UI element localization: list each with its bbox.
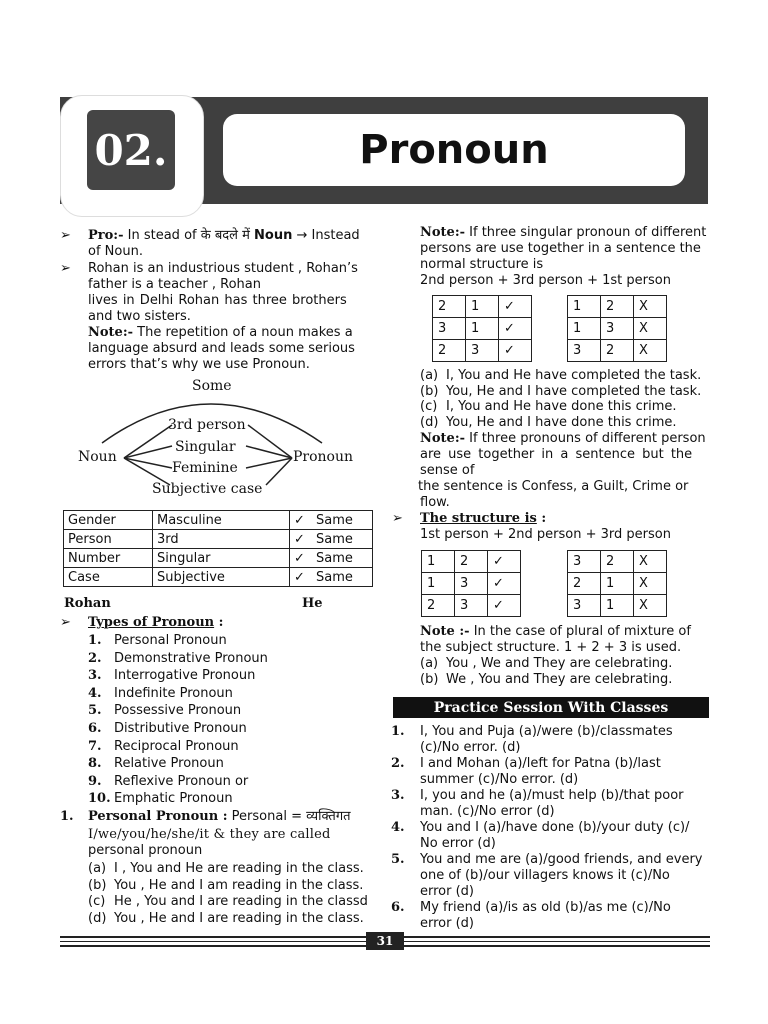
question-number: 4. (391, 820, 405, 835)
note2-line: flow. (420, 495, 450, 510)
grid-cell: 1 (568, 296, 601, 318)
example-label: (a) (88, 861, 107, 876)
question-text: man. (c)/No error (d) (420, 804, 555, 819)
example-label: (b) (88, 877, 107, 893)
grid-row (568, 573, 667, 595)
grid-cell: 1 (466, 296, 499, 318)
connector-line (124, 446, 172, 458)
grid-cell: 1 (601, 573, 634, 595)
note1-line: persons are use together in a sentence the (420, 241, 701, 256)
grid-cell: 2 (601, 296, 634, 318)
grid-1b (567, 295, 667, 362)
list-item-number: 6. (88, 721, 102, 736)
table-cell: 3rd (153, 530, 290, 549)
example-label: (c) (420, 399, 438, 415)
pp-line: I/we/you/he/she/it & they are called (88, 827, 331, 842)
list-item-number: 5. (88, 703, 102, 719)
grid-cell: 3 (433, 318, 466, 340)
diagram-some: Some (192, 378, 232, 394)
example-text: He , You and I are reading in the classd (114, 894, 368, 909)
rohan-label: Rohan (64, 596, 111, 611)
example-label: (c) (88, 894, 106, 909)
bullet-arrow-icon: ➢ (60, 615, 71, 630)
question-text: I, You and Puja (a)/were (b)/classmates (420, 724, 673, 739)
grid-row (568, 551, 667, 573)
list-item-number: 2. (88, 650, 102, 666)
question-number: 5. (391, 852, 405, 867)
note2-line: Note:- If three pronouns of different person (420, 431, 706, 446)
grid-cell: 2 (601, 340, 634, 362)
example-text: You , We and They are celebrating. (446, 656, 673, 671)
grid-cell: 1 (601, 595, 634, 617)
cross-icon: X (634, 340, 667, 362)
page-title: Pronoun (223, 114, 685, 186)
check-icon: ✓ (499, 296, 532, 318)
para1-line: father is a teacher , Rohan (88, 277, 262, 292)
grid-row (568, 318, 667, 340)
example-text: You, He and I have done this crime. (446, 415, 677, 431)
note2-line: sense of (420, 463, 475, 478)
note-line: errors that’s why we use Pronoun. (88, 357, 310, 372)
grid-row (422, 551, 521, 573)
example-text: I, You and He have completed the task. (446, 368, 702, 383)
check-icon: ✓ (499, 340, 532, 362)
question-text: My friend (a)/is as old (b)/as me (c)/No (420, 900, 671, 915)
grid-cell: 3 (568, 340, 601, 362)
check-icon: ✓ (290, 549, 313, 568)
grid-row (568, 296, 667, 318)
diagram-singular: Singular (175, 439, 236, 455)
connector-line (246, 458, 292, 468)
structure2-line: 1st person + 2nd person + 3rd person (420, 527, 671, 542)
connector-line (248, 425, 292, 458)
table-cell: Same (312, 530, 373, 549)
grid-row (422, 595, 521, 617)
list-item: Personal Pronoun (114, 633, 227, 648)
question-text: (c)/No error. (d) (420, 740, 521, 755)
diagram-noun: Noun (78, 449, 117, 465)
example-label: (b) (420, 672, 439, 687)
example-label: (a) (420, 656, 439, 671)
grid-cell: 2 (433, 340, 466, 362)
question-text: one of (b)/our villagers knows it (c)/No (420, 868, 670, 883)
table-cell: Singular (153, 549, 290, 568)
table-row (64, 511, 373, 530)
chapter-number: 02. (87, 110, 175, 190)
question-text: summer (c)/No error. (d) (420, 772, 579, 787)
grid-cell: 1 (466, 318, 499, 340)
question-text: error (d) (420, 916, 474, 931)
grid-row (568, 595, 667, 617)
check-icon: ✓ (488, 551, 521, 573)
list-item: Relative Pronoun (114, 756, 224, 772)
question-number: 6. (391, 900, 405, 915)
of-noun-text: of Noun. (88, 244, 143, 259)
table-cell: Gender (64, 511, 153, 530)
grid-cell: 2 (601, 551, 634, 573)
grid-cell: 3 (568, 551, 601, 573)
grid-cell: 3 (601, 318, 634, 340)
bullet-arrow-icon: ➢ (392, 511, 403, 526)
pro-line: Pro:- In stead of के बदले में Noun → Instead (88, 228, 360, 243)
diagram-pronoun: Pronoun (293, 449, 354, 465)
cross-icon: X (634, 318, 667, 340)
bullet-arrow-icon: ➢ (60, 261, 71, 276)
list-item: Distributive Pronoun (114, 721, 247, 736)
grid-cell: 2 (455, 551, 488, 573)
pp-line: personal pronoun (88, 843, 203, 858)
structure-line: 2nd person + 3rd person + 1st person (420, 273, 671, 288)
question-text: You and me are (a)/good friends, and every (420, 852, 703, 867)
example-text: You , He and I are reading in the class. (114, 910, 364, 926)
grid-cell: 1 (422, 573, 455, 595)
grid-2a (421, 550, 521, 617)
diagram-feminine: Feminine (172, 460, 238, 476)
example-text: We , You and They are celebrating. (446, 672, 673, 687)
table-cell: Same (312, 568, 373, 587)
structure-heading: The structure is : (420, 511, 547, 526)
table-cell: Same (312, 511, 373, 530)
question-number: 3. (391, 788, 405, 803)
grid-1a (432, 295, 532, 362)
connector-line (124, 425, 172, 458)
table-cell: Subjective (153, 568, 290, 587)
list-item: Interrogative Pronoun (114, 668, 256, 684)
grid-row (433, 340, 532, 362)
list-item: Demonstrative Pronoun (114, 650, 268, 666)
table-cell: Masculine (153, 511, 290, 530)
note3-line: Note :- In the case of plural of mixture of (420, 624, 691, 639)
example-label: (d) (88, 910, 107, 926)
check-icon: ✓ (499, 318, 532, 340)
list-item: Reflexive Pronoun or (114, 773, 249, 789)
types-heading: Types of Pronoun : (88, 615, 224, 630)
question-number: 2. (391, 756, 405, 771)
agreement-table (63, 510, 373, 587)
list-item: Possessive Pronoun (114, 703, 242, 719)
grid-row (568, 340, 667, 362)
grid-cell: 1 (568, 318, 601, 340)
cross-icon: X (634, 573, 667, 595)
list-item-number: 9. (88, 773, 102, 789)
note1-line: Note:- If three singular pronoun of different (420, 225, 707, 240)
bullet-arrow-icon: ➢ (60, 228, 71, 243)
grid-row (422, 573, 521, 595)
list-item: Emphatic Pronoun (114, 791, 233, 807)
check-icon: ✓ (290, 530, 313, 549)
question-text: I and Mohan (a)/left for Patna (b)/last (420, 756, 661, 771)
list-item-number: 10. (88, 791, 111, 807)
grid-row (433, 296, 532, 318)
example-label: (d) (420, 415, 439, 431)
list-item-number: 3. (88, 668, 102, 684)
check-icon: ✓ (488, 573, 521, 595)
grid-cell: 2 (422, 595, 455, 617)
note2-line: are use together in a sentence but the (420, 447, 693, 462)
cross-icon: X (634, 296, 667, 318)
list-item: Indefinite Pronoun (114, 685, 233, 701)
question-text: You and I (a)/have done (b)/your duty (c)/ (420, 820, 690, 835)
note1-line: normal structure is (420, 257, 544, 272)
grid-cell: 1 (422, 551, 455, 573)
example-label: (a) (420, 368, 439, 383)
diagram-3rd-person: 3rd person (168, 417, 246, 433)
table-row (64, 549, 373, 568)
question-text: I, you and he (a)/must help (b)/that poor (420, 788, 684, 803)
grid-row (433, 318, 532, 340)
table-cell: Person (64, 530, 153, 549)
grid-2b (567, 550, 667, 617)
example-text: I , You and He are reading in the class. (114, 861, 364, 876)
example-text: I, You and He have done this crime. (446, 399, 677, 415)
check-icon: ✓ (290, 511, 313, 530)
table-cell: Case (64, 568, 153, 587)
example-label: (b) (420, 383, 439, 399)
check-icon: ✓ (290, 568, 313, 587)
practice-section-title: Practice Session With Classes (393, 697, 709, 718)
table-row (64, 530, 373, 549)
note2-line: the sentence is Confess, a Guilt, Crime or (418, 479, 689, 494)
question-number: 1. (391, 724, 405, 739)
diagram-subjective-case: Subjective case (152, 481, 263, 497)
table-cell: Same (312, 549, 373, 568)
table-cell: Number (64, 549, 153, 568)
pp-number: 1. (60, 809, 74, 824)
cross-icon: X (634, 551, 667, 573)
para1-line: Rohan is an industrious student , Rohan’s (88, 261, 358, 276)
cross-icon: X (634, 595, 667, 617)
pp-heading: Personal Pronoun : Personal = व्यक्तिगत (88, 809, 351, 824)
para1-line: lives in Delhi Rohan has three brothers (88, 293, 347, 308)
list-item-number: 7. (88, 738, 102, 754)
note3-line: the subject structure. 1 + 2 + 3 is used. (420, 640, 682, 655)
grid-cell: 3 (466, 340, 499, 362)
grid-cell: 2 (433, 296, 466, 318)
table-row (64, 568, 373, 587)
he-label: He (302, 596, 323, 611)
example-text: You, He and I have completed the task. (446, 383, 702, 399)
grid-cell: 2 (568, 573, 601, 595)
list-item-number: 4. (88, 685, 102, 701)
question-text: No error (d) (420, 836, 496, 851)
note-line: language absurd and leads some serious (88, 341, 355, 356)
grid-cell: 3 (568, 595, 601, 617)
grid-cell: 3 (455, 573, 488, 595)
question-text: error (d) (420, 884, 474, 899)
list-item-number: 1. (88, 633, 102, 648)
list-item-number: 8. (88, 756, 102, 772)
list-item: Reciprocal Pronoun (114, 738, 239, 754)
example-text: You , He and I am reading in the class. (114, 877, 364, 893)
para1-line: and two sisters. (88, 309, 191, 324)
page-number: 31 (366, 932, 404, 950)
grid-cell: 3 (455, 595, 488, 617)
note-line: Note:- The repetition of a noun makes a (88, 325, 353, 340)
check-icon: ✓ (488, 595, 521, 617)
